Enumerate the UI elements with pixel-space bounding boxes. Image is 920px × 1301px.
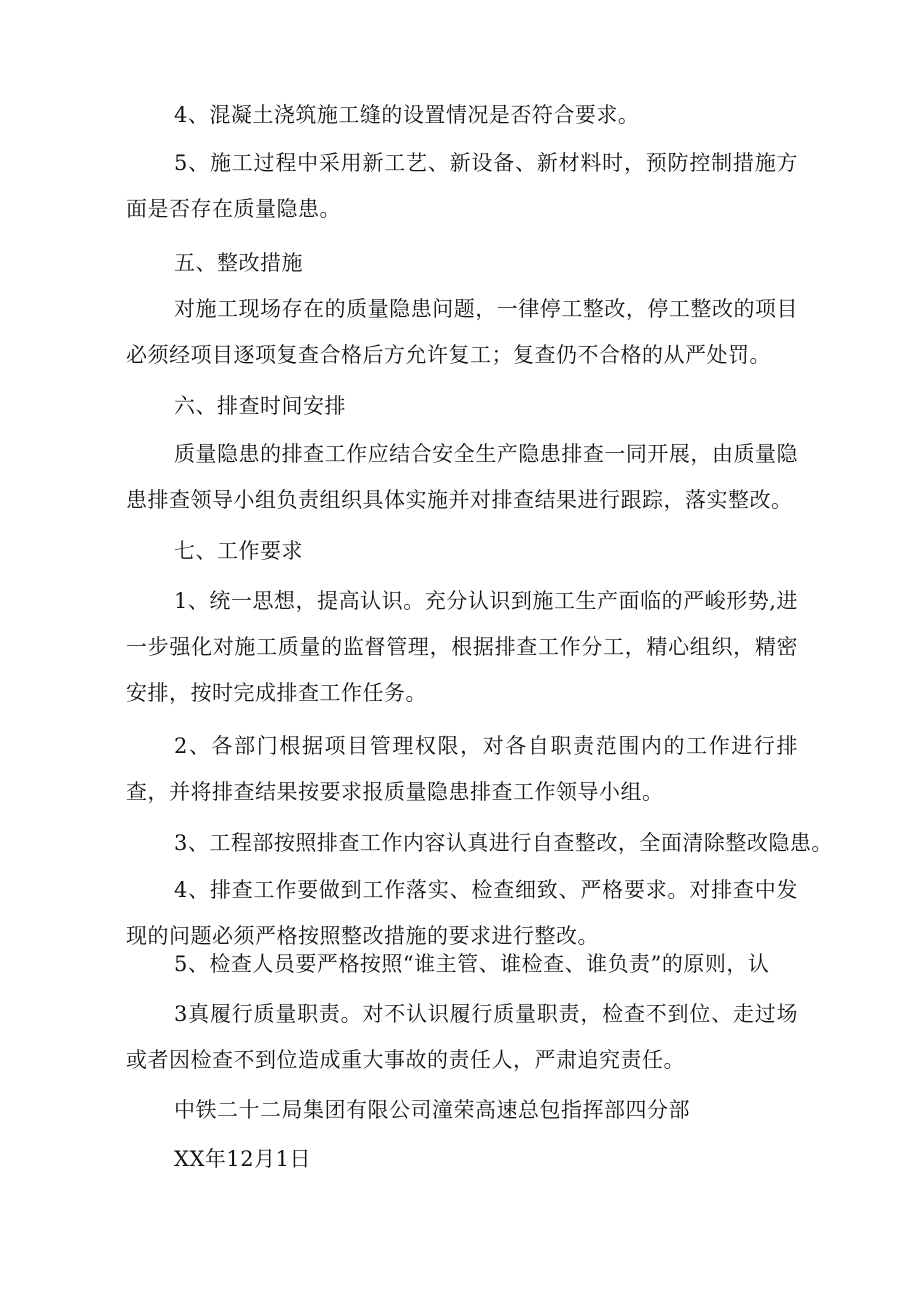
section-heading-5: 五、整改措施	[174, 251, 303, 275]
signature-date: XX年12月1日	[174, 1147, 311, 1171]
paragraph-schedule: 质量隐患的排查工作应结合安全生产隐患排查一同开展，由质量隐患排查领导小组负责组织具体实施并对排查结果进行跟踪，落实整改。	[126, 442, 798, 512]
section-heading-7: 七、工作要求	[174, 539, 303, 563]
signature-organization: 中铁二十二局集团有限公司潼荣高速总包指挥部四分部	[174, 1098, 690, 1122]
paragraph-requirement-5: 5、检查人员要严格按照“谁主管、谁检查、谁负责”的原则，认	[174, 952, 770, 976]
paragraph-requirement-2: 2、各部门根据项目管理权限，对各自职责范围内的工作进行排查，并将排查结果按要求报质量隐患排查工作领导小组。	[126, 734, 798, 804]
paragraph-rectification: 对施工现场存在的质量隐患问题，一律停工整改，停工整改的项目必须经项目逐项复查合格后方允许复工；复查仍不合格的从严处罚。	[126, 297, 798, 367]
section-heading-6: 六、排查时间安排	[174, 394, 346, 418]
paragraph-item-4: 4、混凝土浇筑施工缝的设置情况是否符合要求。	[174, 103, 640, 127]
paragraph-requirement-3: 3、工程部按照排查工作内容认真进行自查整改，全面清除整改隐患。	[174, 831, 833, 855]
paragraph-item-5: 5、施工过程中采用新工艺、新设备、新材料时，预防控制措施方面是否存在质量隐患。	[126, 151, 798, 221]
paragraph-requirement-5-continued: 3真履行质量职责。对不认识履行质量职责，检查不到位、走过场或者因检查不到位造成重大事故的责任人，严肃追究责任。	[126, 1002, 798, 1072]
paragraph-requirement-4: 4、排查工作要做到工作落实、检查细致、严格要求。对排查中发现的问题必须严格按照整改措施的要求进行整改。	[126, 878, 798, 948]
paragraph-requirement-1: 1、统一思想，提高认识。充分认识到施工生产面临的严峻形势,进一步强化对施工质量的监督管理，根据排查工作分工，精心组织，精密安排，按时完成排查工作任务。	[126, 589, 798, 705]
